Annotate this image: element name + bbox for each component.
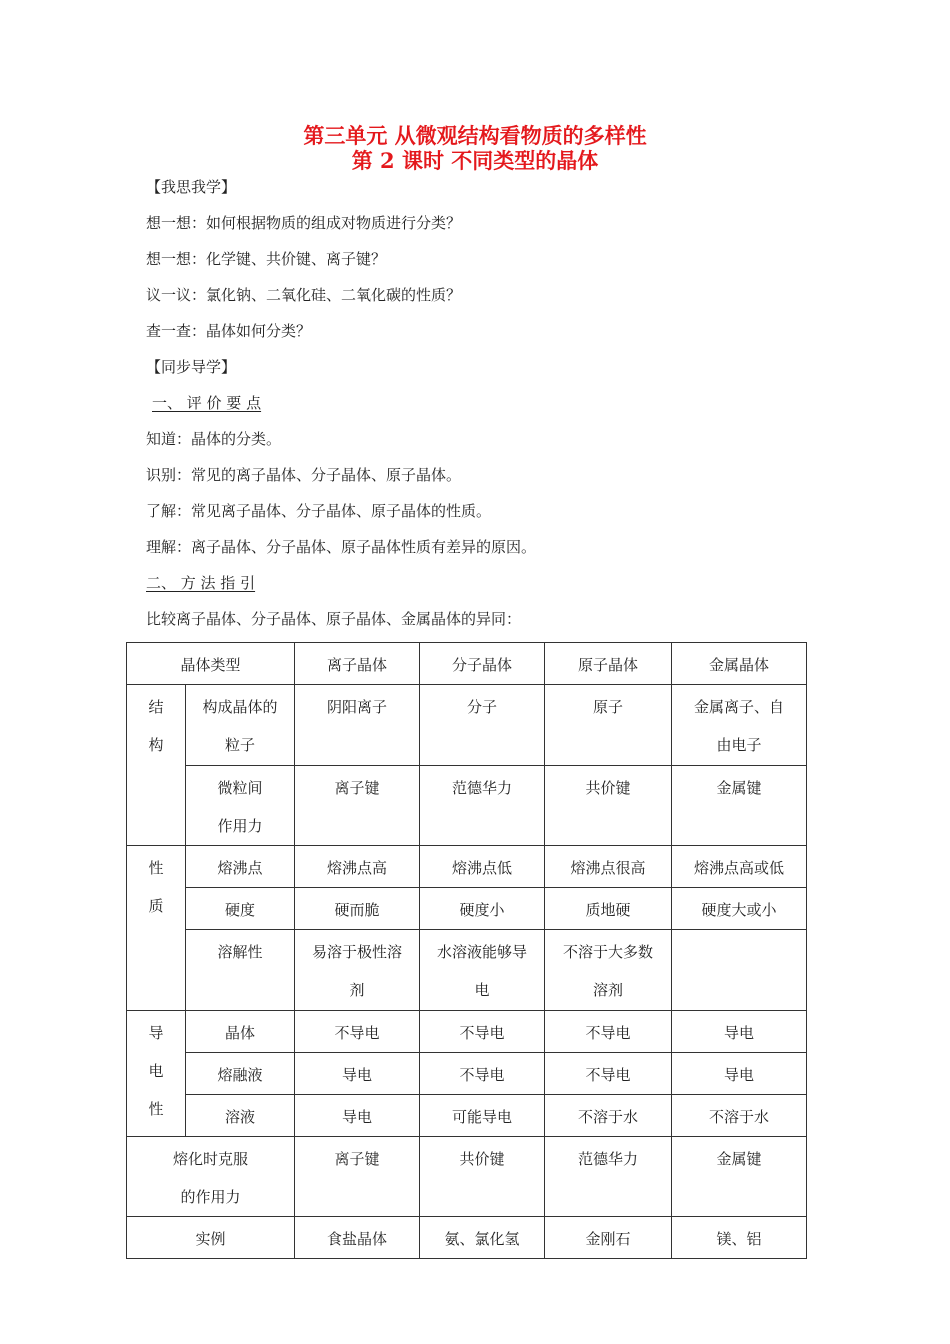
cell-melting-molecular: 熔沸点低 bbox=[420, 846, 545, 888]
cell-example-molecular: 氨、氯化氢 bbox=[420, 1217, 545, 1259]
cell-force-ionic: 离子键 bbox=[295, 766, 420, 846]
cell-force-molecular: 范德华力 bbox=[420, 766, 545, 846]
compare-intro: 比较离子晶体、分子晶体、原子晶体、金属晶体的异同： bbox=[146, 610, 522, 628]
eval-item-1: 知道：晶体的分类。 bbox=[146, 430, 282, 448]
think-item-1: 想一想：如何根据物质的组成对物质进行分类？ bbox=[146, 214, 462, 232]
think-item-3: 议一议：氯化钠、二氧化硅、二氧化碳的性质？ bbox=[146, 286, 462, 304]
cell-particles-ionic: 阴阳离子 bbox=[295, 685, 420, 766]
cell-force-atomic: 共价键 bbox=[545, 766, 672, 846]
cell-solution-atomic: 不溶于水 bbox=[545, 1095, 672, 1137]
table-row bbox=[127, 888, 807, 930]
cell-overcome-atomic: 范德华力 bbox=[545, 1137, 672, 1217]
cell-hardness-ionic: 硬而脆 bbox=[295, 888, 420, 930]
cell-overcome-metallic: 金属键 bbox=[672, 1137, 807, 1217]
section-sync-heading: 【同步导学】 bbox=[146, 358, 237, 376]
cell-melt-ionic: 导电 bbox=[295, 1053, 420, 1095]
group-property: 性 质 bbox=[127, 846, 186, 1011]
table-row bbox=[127, 1011, 807, 1053]
header-ionic: 离子晶体 bbox=[295, 643, 420, 685]
cell-solution-metallic: 不溶于水 bbox=[672, 1095, 807, 1137]
cell-melting-atomic: 熔沸点很高 bbox=[545, 846, 672, 888]
cell-particles-metallic: 金属离子、自 由电子 bbox=[672, 685, 807, 766]
heading-eval-points: 一、 评 价 要 点 bbox=[152, 394, 262, 412]
cell-hardness-metallic: 硬度大或小 bbox=[672, 888, 807, 930]
header-molecular: 分子晶体 bbox=[420, 643, 545, 685]
table-row bbox=[127, 1217, 807, 1259]
table-row bbox=[127, 1095, 807, 1137]
eval-item-2: 识别：常见的离子晶体、分子晶体、原子晶体。 bbox=[146, 466, 462, 484]
cell-overcome-ionic: 离子键 bbox=[295, 1137, 420, 1217]
cell-solution-ionic: 导电 bbox=[295, 1095, 420, 1137]
cell-solubility-molecular: 水溶液能够导 电 bbox=[420, 930, 545, 1011]
cell-melting-metallic: 熔沸点高或低 bbox=[672, 846, 807, 888]
row-label-particles: 构成晶体的 粒子 bbox=[186, 685, 295, 766]
row-label-melting: 熔沸点 bbox=[186, 846, 295, 888]
cell-hardness-atomic: 质地硬 bbox=[545, 888, 672, 930]
row-label-solubility: 溶解性 bbox=[186, 930, 295, 1011]
row-label-melt: 熔融液 bbox=[186, 1053, 295, 1095]
table-row bbox=[127, 1137, 807, 1217]
cell-hardness-molecular: 硬度小 bbox=[420, 888, 545, 930]
cell-force-metallic: 金属键 bbox=[672, 766, 807, 846]
row-label-force: 微粒间 作用力 bbox=[186, 766, 295, 846]
unit-title: 第三单元 从微观结构看物质的多样性 bbox=[303, 123, 647, 148]
table-row bbox=[127, 930, 807, 1011]
table-row bbox=[127, 685, 807, 766]
cell-example-atomic: 金刚石 bbox=[545, 1217, 672, 1259]
cell-crystal-molecular: 不导电 bbox=[420, 1011, 545, 1053]
table-row bbox=[127, 846, 807, 888]
table-header-row bbox=[127, 643, 807, 685]
lesson-title: 第 2 课时 不同类型的晶体 bbox=[351, 148, 599, 173]
cell-solubility-atomic: 不溶于大多数 溶剂 bbox=[545, 930, 672, 1011]
cell-crystal-atomic: 不导电 bbox=[545, 1011, 672, 1053]
header-metallic: 金属晶体 bbox=[672, 643, 807, 685]
row-label-overcome: 熔化时克服 的作用力 bbox=[127, 1137, 295, 1217]
row-label-solution: 溶液 bbox=[186, 1095, 295, 1137]
section-think-heading: 【我思我学】 bbox=[146, 178, 237, 196]
eval-item-4: 理解：离子晶体、分子晶体、原子晶体性质有差异的原因。 bbox=[146, 538, 537, 556]
row-label-crystal: 晶体 bbox=[186, 1011, 295, 1053]
cell-solution-molecular: 可能导电 bbox=[420, 1095, 545, 1137]
row-label-example: 实例 bbox=[127, 1217, 295, 1259]
header-crystal-type: 晶体类型 bbox=[127, 643, 295, 685]
table-row bbox=[127, 1053, 807, 1095]
row-label-hardness: 硬度 bbox=[186, 888, 295, 930]
group-structure: 结 构 bbox=[127, 685, 186, 846]
heading-method: 二、 方 法 指 引 bbox=[146, 574, 256, 592]
cell-crystal-ionic: 不导电 bbox=[295, 1011, 420, 1053]
table-row bbox=[127, 766, 807, 846]
cell-melting-ionic: 熔沸点高 bbox=[295, 846, 420, 888]
cell-overcome-molecular: 共价键 bbox=[420, 1137, 545, 1217]
think-item-4: 查一查：晶体如何分类？ bbox=[146, 322, 312, 340]
cell-crystal-metallic: 导电 bbox=[672, 1011, 807, 1053]
eval-item-3: 了解：常见离子晶体、分子晶体、原子晶体的性质。 bbox=[146, 502, 492, 520]
think-item-2: 想一想：化学键、共价键、离子键？ bbox=[146, 250, 387, 268]
cell-solubility-metallic bbox=[672, 930, 807, 1011]
cell-example-metallic: 镁、铝 bbox=[672, 1217, 807, 1259]
cell-particles-atomic: 原子 bbox=[545, 685, 672, 766]
cell-solubility-ionic: 易溶于极性溶 剂 bbox=[295, 930, 420, 1011]
header-atomic: 原子晶体 bbox=[545, 643, 672, 685]
cell-melt-molecular: 不导电 bbox=[420, 1053, 545, 1095]
group-conductivity: 导 电 性 bbox=[127, 1011, 186, 1137]
cell-example-ionic: 食盐晶体 bbox=[295, 1217, 420, 1259]
cell-particles-molecular: 分子 bbox=[420, 685, 545, 766]
cell-melt-metallic: 导电 bbox=[672, 1053, 807, 1095]
crystal-comparison-table bbox=[126, 642, 807, 1259]
cell-melt-atomic: 不导电 bbox=[545, 1053, 672, 1095]
